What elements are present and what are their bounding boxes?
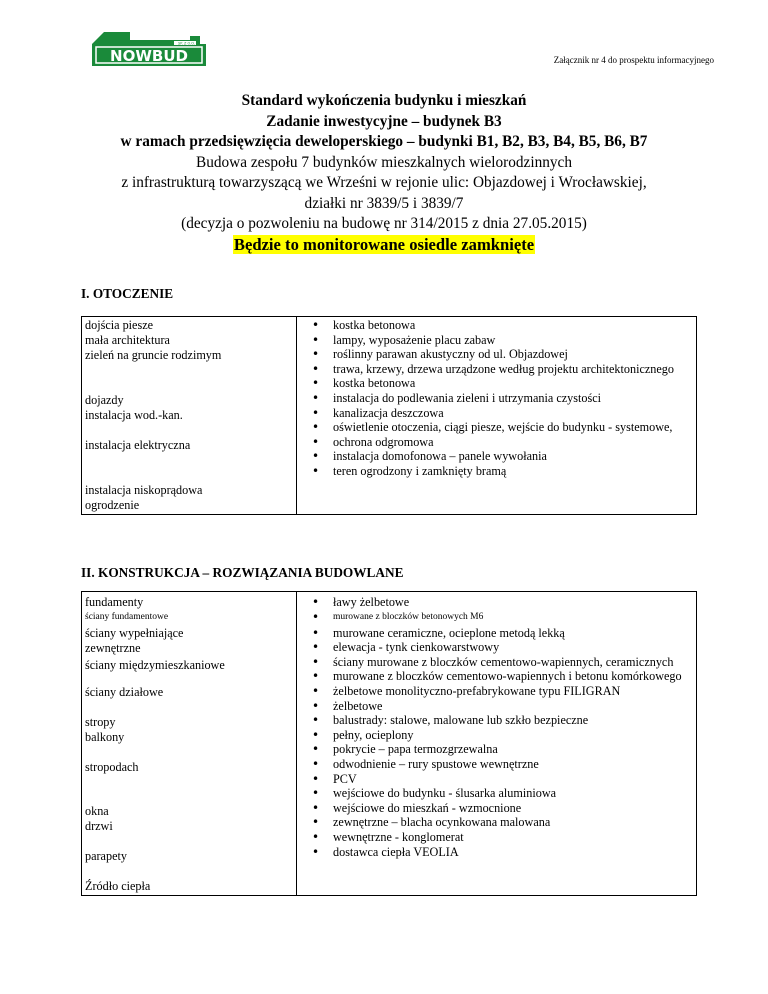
section-1-left-cell bbox=[82, 317, 297, 515]
list-item: • odwodnienie – rury spustowe wewnętrzne bbox=[312, 756, 539, 771]
list-item: • kanalizacja deszczowa bbox=[312, 405, 444, 420]
left-label: okna bbox=[85, 803, 109, 818]
list-item: • dostawca ciepła VEOLIA bbox=[312, 844, 459, 859]
doc-description-1: Budowa zespołu 7 budynków mieszkalnych wielorodzinnych bbox=[196, 153, 572, 171]
left-label: instalacja niskoprądowa bbox=[85, 483, 203, 497]
list-item: • ściany murowane z bloczków cementowo-wapiennych, ceramicznych bbox=[312, 654, 674, 669]
section-2-bullet-list bbox=[300, 595, 692, 859]
section-2-table bbox=[81, 591, 697, 896]
left-label: ściany działowe bbox=[85, 684, 164, 699]
list-item: • trawa, krzewy, drzewa urządzone według projektu architektonicznego bbox=[312, 361, 674, 376]
list-item: • wewnętrzne - konglomerat bbox=[312, 829, 464, 844]
list-item: • pokrycie – papa termozgrzewalna bbox=[312, 742, 498, 757]
list-item: • żelbetowe monolityczno-prefabrykowane typu FILIGRAN bbox=[312, 683, 621, 698]
list-item: • elewacja - tynk cienkowarstwowy bbox=[312, 640, 500, 655]
section-1-bullet-list bbox=[300, 318, 692, 479]
list-item: • zewnętrzne – blacha ocynkowana malowana bbox=[312, 815, 551, 830]
left-label: mała architektura bbox=[85, 333, 170, 347]
section-1-heading: I. OTOCZENIE bbox=[81, 286, 174, 301]
left-spacer bbox=[85, 423, 292, 438]
left-label: instalacja wod.-kan. bbox=[85, 408, 183, 422]
list-item: • pełny, ocieplony bbox=[312, 727, 414, 742]
left-label: drzwi bbox=[85, 818, 113, 833]
list-item: • instalacja do podlewania zieleni i utrzymania czystości bbox=[312, 390, 602, 405]
doc-title: Standard wykończenia budynku i mieszkań bbox=[241, 92, 527, 109]
left-spacer bbox=[85, 453, 292, 483]
left-label: ściany fundamentowe bbox=[85, 612, 169, 622]
list-item: • ławy żelbetowe bbox=[312, 595, 410, 609]
list-item: • murowane z bloczków cementowo-wapiennych i betonu komórkowego bbox=[312, 669, 682, 684]
doc-description-2: z infrastrukturą towarzyszącą we Wrześni w rejonie ulic: Objazdowej i Wrocławskiej, bbox=[121, 174, 647, 191]
left-label: fundamenty bbox=[85, 595, 144, 609]
section-2-heading: II. KONSTRUKCJA – ROZWIĄZANIA BUDOWLANE bbox=[81, 565, 404, 580]
highlight-line bbox=[0, 235, 768, 257]
logo-text: NOWBUD bbox=[110, 47, 188, 65]
section-2-left-cell bbox=[82, 592, 297, 896]
highlight-text: Będzie to monitorowane osiedle zamknięte bbox=[233, 234, 535, 254]
left-label: zieleń na gruncie rodzimym bbox=[85, 348, 222, 362]
company-logo bbox=[90, 28, 208, 68]
section-1-table bbox=[81, 316, 697, 515]
left-label: ściany międzymieszkaniowe bbox=[85, 658, 225, 672]
list-item: • żelbetowe bbox=[312, 698, 383, 713]
list-item: • murowane z bloczków betonowych M6 bbox=[312, 609, 484, 624]
logo-subtext: SP. Z O.O. bbox=[178, 41, 195, 46]
list-item: • PCV bbox=[312, 771, 357, 786]
list-item: • murowane ceramiczne, ocieplone metodą lekką bbox=[312, 625, 565, 640]
left-label: balkony bbox=[85, 729, 125, 744]
left-label: dojścia piesze bbox=[85, 318, 154, 332]
left-label: ogrodzenie bbox=[85, 498, 140, 512]
list-item: • ochrona odgromowa bbox=[312, 434, 434, 449]
left-label: stropodach bbox=[85, 759, 139, 774]
list-item: • oświetlenie otoczenia, ciągi piesze, wejście do budynku - systemowe, bbox=[312, 420, 673, 435]
list-item: • wejściowe do mieszkań - wzmocnione bbox=[312, 800, 522, 815]
left-label: ściany wypełniające zewnętrzne bbox=[85, 626, 184, 655]
left-label: dojazdy bbox=[85, 393, 124, 407]
document-title-block bbox=[0, 91, 768, 256]
list-item: • teren ogrodzony i zamknięty bramą bbox=[312, 463, 507, 478]
list-item: • wejściowe do budynku - ślusarka aluminiowa bbox=[312, 786, 557, 801]
doc-description-4: (decyzja o pozwoleniu na budowę nr 314/2015 z dnia 27.05.2015) bbox=[181, 215, 587, 232]
section-1-right-cell bbox=[297, 317, 697, 515]
doc-subtitle: Zadanie inwestycyjne – budynek B3 bbox=[266, 112, 502, 130]
section-2-right-cell bbox=[297, 592, 697, 896]
left-label: stropy bbox=[85, 714, 116, 729]
annex-note: Załącznik nr 4 do prospektu informacyjnego bbox=[553, 55, 714, 65]
doc-description-3: działki nr 3839/5 i 3839/7 bbox=[304, 194, 464, 212]
list-item: • instalacja domofonowa – panele wywołania bbox=[312, 449, 547, 464]
list-item: • kostka betonowa bbox=[312, 318, 416, 332]
left-spacer bbox=[85, 363, 292, 393]
doc-subtitle-2: w ramach przedsięwzięcia deweloperskiego – budynki B1, B2, B3, B4, B5, B6, B7 bbox=[120, 133, 648, 150]
left-label: parapety bbox=[85, 848, 127, 863]
list-item: • lampy, wyposażenie placu zabaw bbox=[312, 332, 496, 347]
list-item: • balustrady: stalowe, malowane lub szkło bezpieczne bbox=[312, 713, 589, 728]
left-label: instalacja elektryczna bbox=[85, 438, 191, 452]
list-item: • kostka betonowa bbox=[312, 376, 416, 391]
left-label: Źródło ciepła bbox=[85, 878, 151, 893]
list-item: • roślinny parawan akustyczny od ul. Objazdowej bbox=[312, 347, 568, 362]
